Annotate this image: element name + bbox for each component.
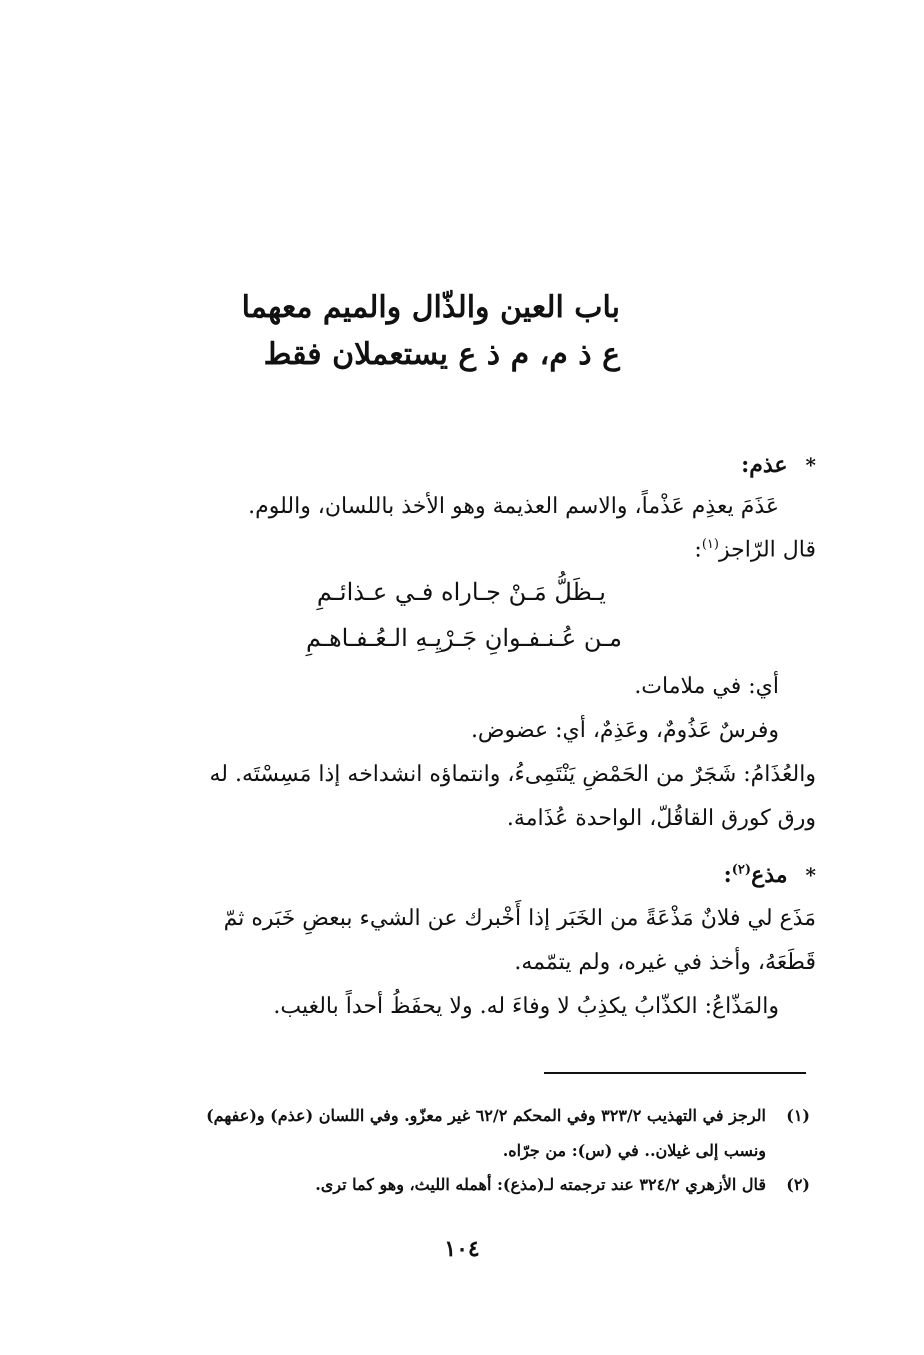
paragraph: أي: في ملامات.	[634, 674, 779, 699]
verse-line: مـن عُـنـفـوانِ جَـرْيِـهِ الـعُـفـاهـمِ	[306, 624, 622, 652]
chapter-subtitle: ع ذ م، م ذ ع يستعملان فقط	[263, 337, 620, 372]
paragraph: وفرسٌ عَذُومٌ، وعَذِمٌ، أي: عضوض.	[470, 718, 779, 743]
paragraph-continued: قَطَعَهُ، وأخذ في غيره، ولم يتمّمه.	[514, 950, 816, 975]
footnote-2	[315, 1175, 810, 1194]
asterisk-icon: *	[805, 453, 816, 477]
entry-heading-adhm	[741, 452, 816, 478]
paragraph-continued: ورق كورق القاقُلّ، الواحدة عُذَامة.	[506, 806, 816, 831]
footnote-1	[206, 1106, 810, 1125]
chapter-title: باب العين والذّال والميم معهما	[241, 290, 620, 325]
quote-intro-colon: :	[694, 537, 702, 563]
footnote-divider	[544, 1072, 806, 1074]
footnote-text: قال الأزهري ٣٢٤/٢ عند ترجمته لـ(مذع): أهمله الليث، وهو كما ترى.	[315, 1175, 766, 1194]
page-number: ١٠٤	[444, 1236, 480, 1262]
paragraph: مَذَع لي فلانٌ مَذْعَةً من الخَبَر إذا أَخْبرك عن الشيء ببعضِ خَبَره ثمّ	[223, 906, 816, 931]
paragraph: والعُذَامُ: شَجَرٌ من الحَمْضِ يَنْتَمِىءُ، وانتماؤه انشداخه إذا مَسِسْتَه. له	[209, 762, 816, 787]
paragraph: عَذَمَ يعذِم عَذْماً، والاسم العذيمة وهو الأخذ باللسان، واللوم.	[248, 494, 779, 519]
paragraph: والمَذّاعُ: الكذّابُ يكذِبُ لا وفاءَ له. ولا يحفَظُ أحداً بالغيب.	[273, 994, 779, 1019]
verse-line: يـظَلُّ مَـنْ جـاراه فـي عـذائـمِ	[316, 578, 606, 606]
entry-heading-colon: :	[723, 862, 732, 888]
entry-heading-text: مذع	[751, 862, 788, 888]
footnote-ref: (٢)	[731, 862, 752, 878]
footnote-ref: (١)	[701, 537, 719, 552]
footnote-text: الرجز في التهذيب ٣٢٣/٢ وفي المحكم ٦٢/٢ غير معزّو. وفي اللسان (عذم) و(عفهم)	[206, 1106, 766, 1125]
entry-heading-madha	[724, 862, 816, 888]
footnote-number: (٢)	[786, 1175, 810, 1194]
asterisk-icon: *	[805, 863, 816, 887]
quote-intro	[694, 537, 816, 562]
footnote-number: (١)	[786, 1106, 810, 1125]
quote-intro-text: قال الرّاجز	[718, 537, 816, 563]
footnote-1-continued: ونسب إلى غيلان.. في (س): من جرّاه.	[502, 1141, 766, 1160]
entry-heading-text: عذم:	[741, 452, 788, 478]
